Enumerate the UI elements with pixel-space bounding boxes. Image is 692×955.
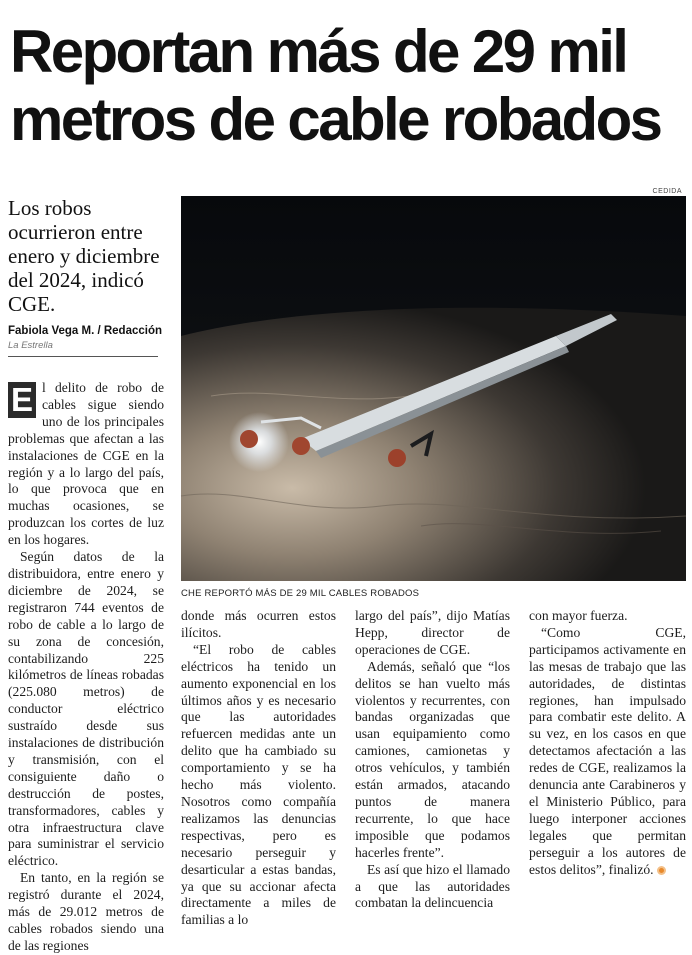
paragraph: Además, señaló que “los delitos se han vuelto más violentos y recurrentes, con bandas organizadas que usan equipamiento como camiones, camionetas y otros vehículos, y también están armados, atacando puntos de manera recurrente, lo que hace imposible que podamos hacerles frente”. [355, 658, 510, 860]
paragraph: “El robo de cables eléctricos ha tenido un aumento exponencial en los últimos años y es necesario que las autoridades refuercen medidas ante un delito que ha cambiado su comportamiento y se ha hecho más violento. Nosotros como compañía realizamos las denuncias respectivas, pero es necesario perseguir y desarticular a estas bandas, ya que su accionar afecta directamente a miles de familias a lo [181, 641, 336, 928]
paragraph: con mayor fuerza. [529, 608, 628, 623]
paragraph: l delito de robo de cables sigue siendo uno de los principales problemas que afectan a las instalaciones de CGE en la región y a lo largo del país, lo que provoca que en muchas ocasiones, se produzcan los cortes de luz en los hogares. [8, 380, 164, 548]
article-column-1 [8, 380, 164, 955]
deck: Los robos ocurrieron entre enero y diciembre del 2024, indicó CGE. [8, 196, 160, 316]
article-column-2 [181, 608, 336, 929]
paragraph: Es así que hizo el llamado a que las autoridades combatan la delincuencia [355, 861, 510, 911]
byline: Fabiola Vega M. / Redacción [8, 325, 163, 337]
article-column-4 [529, 608, 686, 879]
paragraph-final [529, 625, 686, 879]
headline [10, 18, 686, 154]
headline-line-1: Reportan más de 29 mil [10, 18, 627, 85]
byline-divider [8, 356, 158, 357]
paragraph: donde más ocurren estos ilícitos. [181, 608, 336, 640]
headline-line-2: metros de cable robados [10, 86, 661, 153]
night-scene-illustration [181, 196, 686, 581]
drop-cap: E [8, 382, 36, 418]
photo-credit: CEDIDA [652, 188, 682, 195]
article-photo [181, 196, 686, 581]
article-column-3 [355, 608, 510, 912]
photo-caption: CHE REPORTÓ MÁS DE 29 MIL CABLES ROBADOS [181, 588, 420, 599]
paragraph-text: “Como CGE, participamos activamente en las mesas de trabajo que las autoridades, de distintas regiones, han impulsado para combatir este delito. A su vez, en los casos en que detectamos afectación a las redes de CGE, realizamos la denuncia ante Carabineros y el Ministerio Público, para luego interponer acciones legales que permitan perseguir a los autores de estos delitos”, finalizó. [529, 624, 686, 877]
paragraph: En tanto, en la región se registró durante el 2024, más de 29.012 metros de cables robados siendo una de las regiones [8, 870, 164, 953]
paragraph: Según datos de la distribuidora, entre enero y diciembre de 2024, se registraron 744 eventos de robo de cable a lo largo de su zona de concesión, contabilizando 225 kilómetros de líneas robadas (225.080 metros) de conductor eléctrico sustraído desde sus instalaciones de distribución y transmisión, con el consiguiente daño o destrucción de postes, transformadores, cables y otra infraestructura clave para suministrar el servicio eléctrico. [8, 549, 164, 869]
end-of-article-icon [657, 866, 666, 875]
outlet-name: La Estrella [8, 340, 53, 351]
paragraph: largo del país”, dijo Matías Hepp, director de operaciones de CGE. [355, 608, 510, 657]
